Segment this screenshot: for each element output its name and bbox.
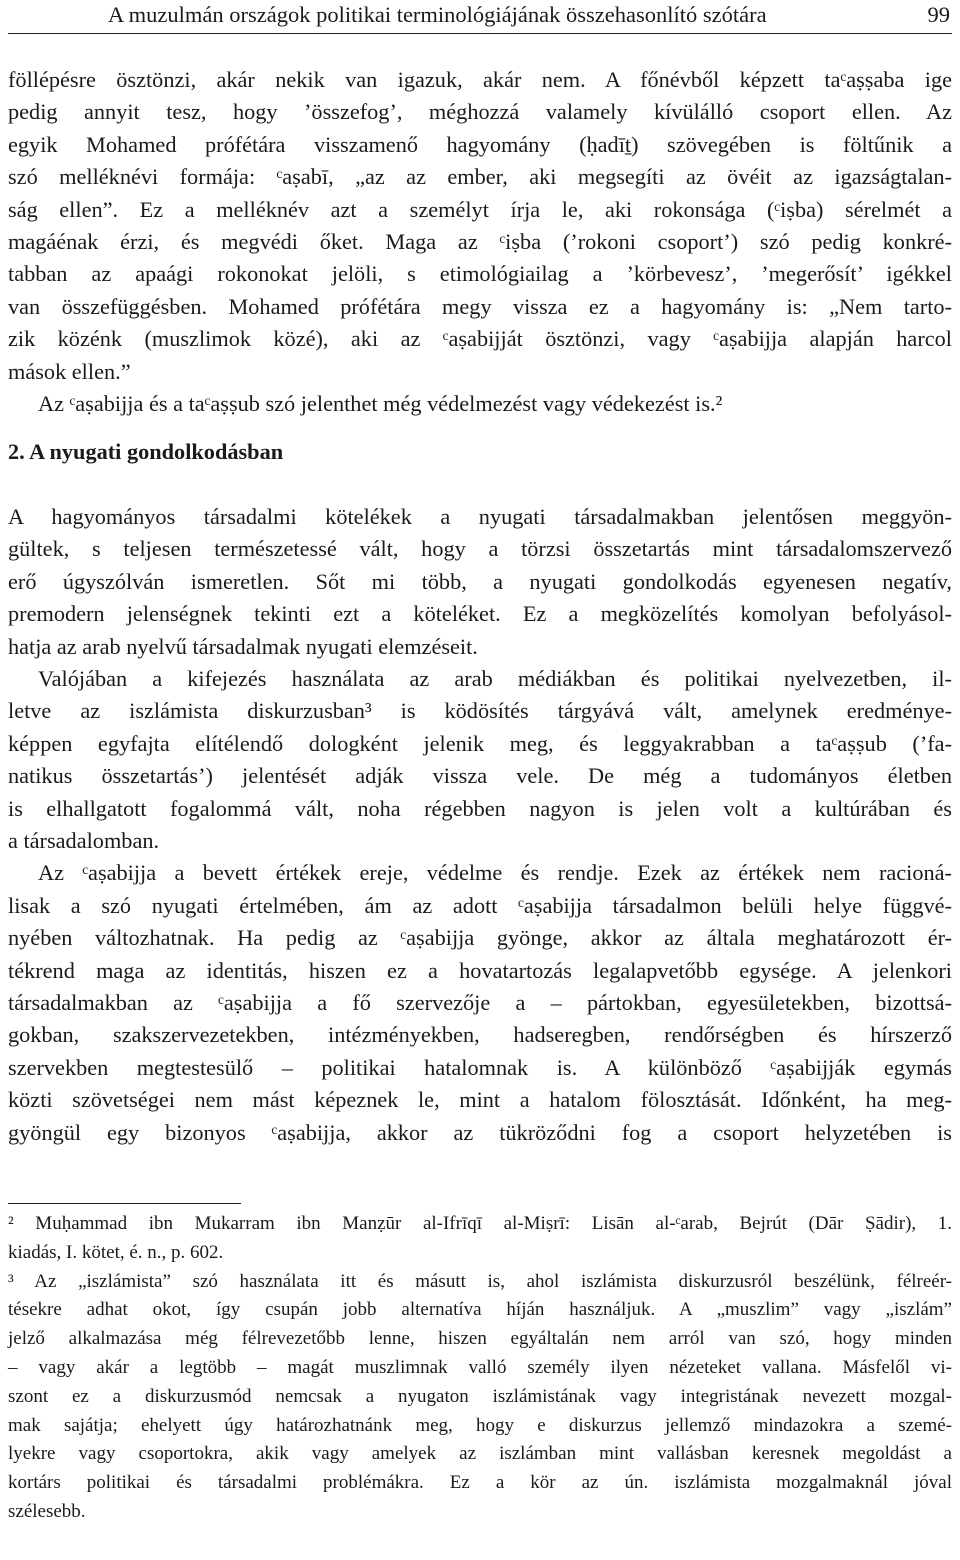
text-line: szervekben megtestesülő – politikai hatalomnak is. A különböző ᶜaṣabijják egymás	[8, 1054, 952, 1080]
running-header	[8, 0, 952, 34]
footnote-line: kiadás, I. kötet, é. n., p. 602.	[8, 1241, 224, 1263]
footnote-line: mak sajátja; ehelyett úgy határozhatnánk meg, hogy e diskurzus jellemző mindazokra a szemé-	[8, 1414, 952, 1436]
text-line: gültek, s teljesen természetessé vált, hogy a törzsi összetartás mint társadalomszervező	[8, 536, 952, 562]
text-line: magáénak érzi, és megvédi őket. Maga az ᶜiṣba (’rokoni csoport’) szó pedig konkré-	[8, 229, 952, 255]
footnote-line: ³ Az „iszlámista” szó használata itt és másutt is, ahol iszlámista diskurzusról beszélünk, félreér-	[8, 1270, 952, 1292]
footnote-line: szélesebb.	[8, 1500, 86, 1522]
text-line: is elhallgatott fogalommá vált, noha régebben nagyon is jelen volt a kultúrában és	[8, 795, 952, 821]
header-rule	[8, 33, 952, 34]
footnote-line: lyekre vagy csoportokra, akik vagy amelyek az iszlámban mint vallásban keresnek megoldást a	[8, 1443, 952, 1465]
running-header-title: A muzulmán országok politikai terminológiájának összehasonlító szótára	[108, 2, 767, 27]
footnote-2	[8, 1210, 952, 1268]
text-line: közti szövetségei nem mást képeznek le, mint a hatalom fölosztását. Időnként, ha meg-	[8, 1087, 952, 1113]
text-line: gyöngül egy bizonyos ᶜaṣabijja, akkor az tükröződni fog a csoport helyzetében is	[8, 1119, 952, 1145]
text-line: Az ᶜaṣabijja és a taᶜaṣṣub szó jelenthet még védelmezést vagy védekezést is.²	[38, 391, 723, 417]
footnote-line: kortárs politikai és társadalmi problémákra. Ez a kör az ún. iszlámista mozgalmaknál jóval	[8, 1472, 952, 1494]
text-line: társadalmakban az ᶜaṣabijja a fő szervezője a – pártokban, egyesületekben, bizottsá-	[8, 989, 952, 1015]
footnotes	[8, 1203, 952, 1527]
text-line: zik közénk (muszlimok közé), aki az ᶜaṣabijját ösztönzi, vagy ᶜaṣabijja alapján harcol	[8, 326, 952, 352]
section-heading: 2. A nyugati gondolkodásban	[8, 439, 284, 465]
text-line: letve az iszlámista diskurzusban³ is ködösítés tárgyává vált, amelynek eredménye-	[8, 698, 952, 724]
main-text	[8, 64, 952, 1149]
text-line: Valójában a kifejezés használata az arab médiákban és politikai nyelvezetben, il-	[38, 665, 952, 691]
footnote-line: jelző alkalmazása még félrevezetőbb lenne, hiszen egyáltalán nem arról van szó, hogy minden	[8, 1328, 952, 1350]
footnote-line: – vagy akár a legtöbb – magát muszlimnak valló személy ilyen nézeteket vallana. Másfelől vi-	[8, 1356, 952, 1378]
page-number: 99	[927, 2, 950, 27]
text-line: föllépésre ösztönzi, akár nekik van igazuk, akár nem. A főnévből képzett taᶜaṣṣaba ige	[8, 67, 952, 92]
text-line: tékrend maga az identitás, hiszen ez a hovatartozás legalapvetőbb egysége. A jelenkori	[8, 957, 952, 983]
text-line: ság ellen”. Ez a melléknév azt a személyt írja le, aki rokonsága (ᶜiṣba) sérelmét a	[8, 196, 952, 222]
text-line: tabban az apaági rokonokat jelöli, s etimológiailag a ’körbevesz’, ’megerősít’ igékkel	[8, 261, 952, 287]
text-line: egyik Mohamed prófétára visszamenő hagyomány (ḥadīṯ) szövegében is föltűnik a	[8, 131, 952, 157]
footnote-line: ² Muḥammad ibn Mukarram ibn Manẓūr al-Ifrīqī al-Miṣrī: Lisān al-ᶜarab, Bejrút (Dār Ṣādir), 1.	[8, 1213, 952, 1234]
text-line: van összefüggésben. Mohamed prófétára megy vissza ez a hagyomány is: „Nem tarto-	[8, 293, 952, 319]
text-line: szó melléknévi formája: ᶜaṣabī, „az az ember, aki megsegíti az övéit az igazságtalan-	[8, 164, 952, 190]
footnote-line: tésekre adhat okot, így csupán jobb alternatíva híján használjuk. A „muszlim” vagy „iszlám”	[8, 1299, 952, 1321]
footnote-rule	[8, 1203, 241, 1204]
paragraph-1	[8, 64, 952, 388]
paragraph-5	[8, 857, 952, 1149]
text-line: képpen egyfajta elítélendő dologként jelenik meg, és leggyakrabban a taᶜaṣṣub (’fa-	[8, 730, 952, 756]
footnote-line: szont ez a diskurzusmód nemcsak a nyugaton iszlámistának vagy integristának nevezett mozgal-	[8, 1385, 952, 1407]
text-line: gokban, szakszervezetekben, intézményekben, hadseregben, rendőrségben és hírszerző	[8, 1022, 952, 1048]
text-line: a társadalomban.	[8, 827, 160, 853]
text-line: Az ᶜaṣabijja a bevett értékek ereje, védelme és rendje. Ezek az értékek nem racioná-	[38, 860, 952, 886]
text-line: natikus összetartás’) jelentését adják vissza vele. De még a tudományos életben	[8, 763, 952, 789]
text-line: lisak a szó nyugati értelmében, ám az adott ᶜaṣabijja társadalmon belüli helye függvé-	[8, 892, 952, 918]
text-line: nyében változhatnak. Ha pedig az ᶜaṣabijja gyönge, akkor az általa meghatározott ér-	[8, 925, 952, 951]
paragraph-3	[8, 501, 952, 663]
paragraph-2	[8, 388, 952, 420]
text-line: premodern jelenségnek tekinti ezt a köteléket. Ez a megközelítés komolyan befolyásol-	[8, 601, 952, 627]
paragraph-4	[8, 663, 952, 857]
text-line: hatja az arab nyelvű társadalmak nyugati elemzéseit.	[8, 633, 478, 659]
text-line: pedig annyit tesz, hogy ’összefog’, méghozzá valamely kívülálló csoport ellen. Az	[8, 99, 952, 125]
footnote-3	[8, 1268, 952, 1527]
text-line: mások ellen.”	[8, 358, 131, 384]
text-line: erő úgyszólván ismeretlen. Sőt mi több, a nyugati gondolkodás egyenesen negatív,	[8, 568, 952, 594]
text-line: A hagyományos társadalmi kötelékek a nyugati társadalmakban jelentősen meggyön-	[8, 503, 952, 529]
